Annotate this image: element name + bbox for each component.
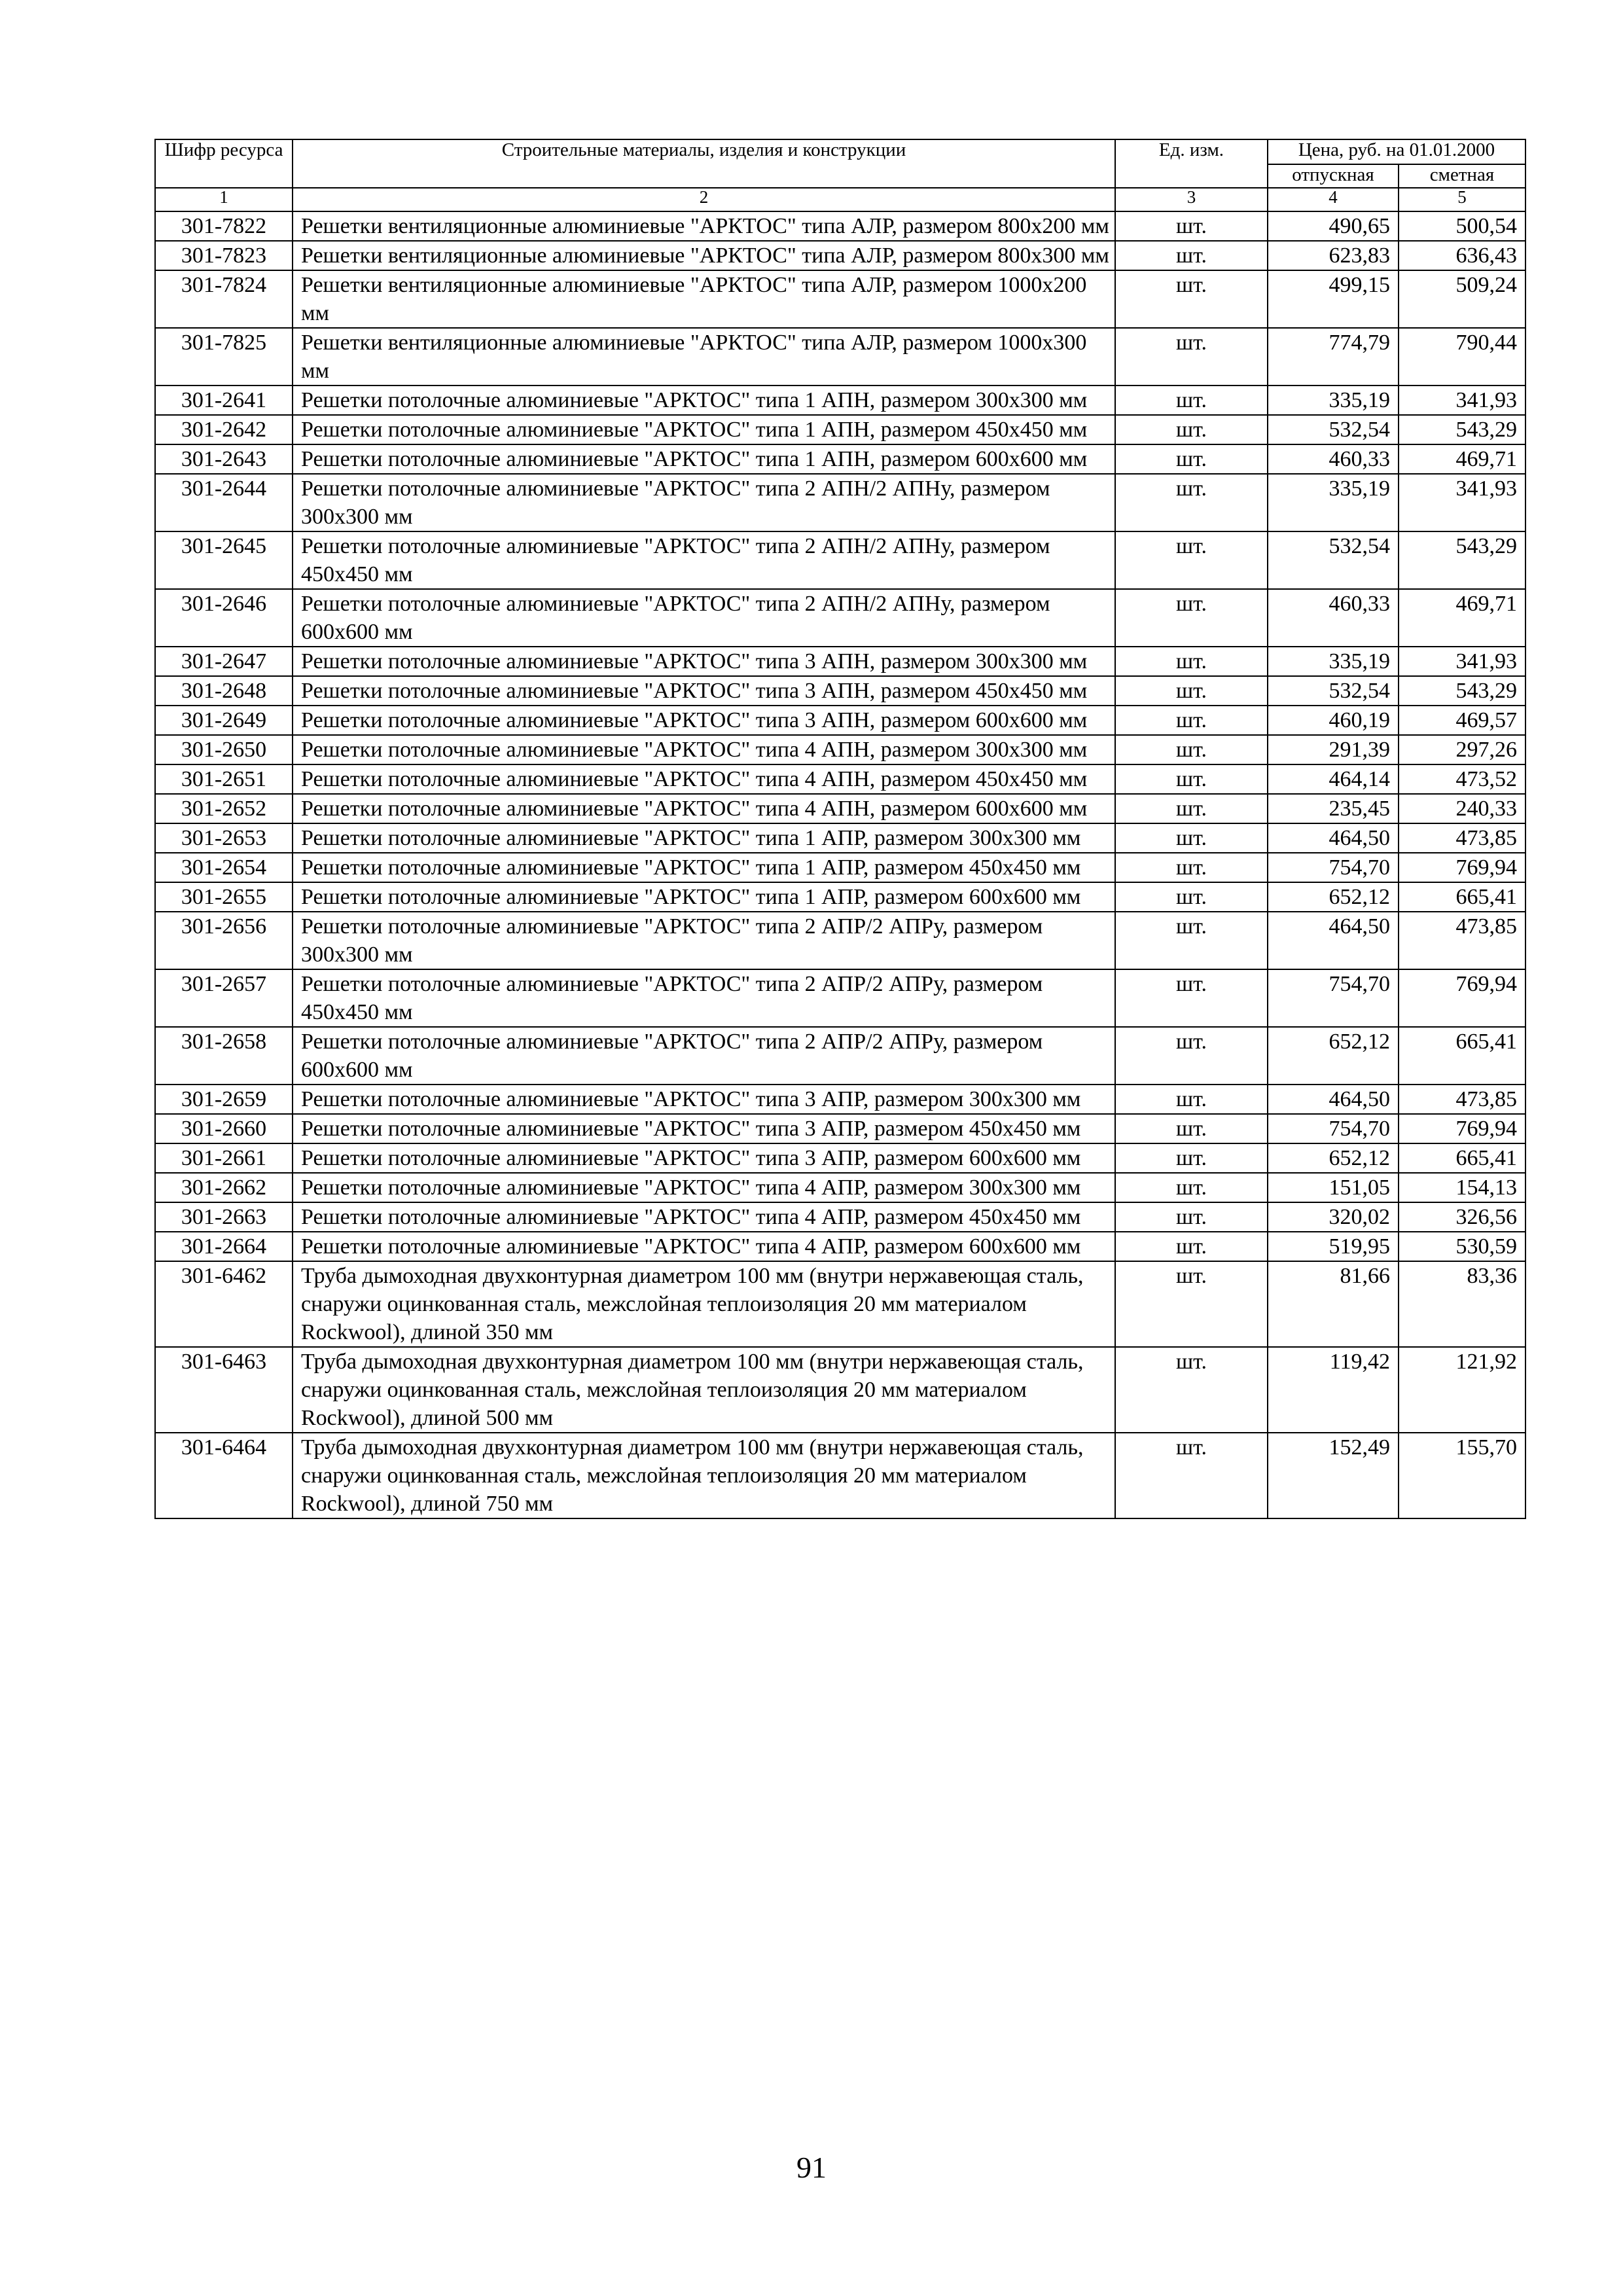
material-name: Решетки вентиляционные алюминиевые "АРКТОС" типа АЛР, размером 800х300 мм	[293, 241, 1115, 270]
estimate-price: 473,85	[1399, 823, 1525, 853]
material-name: Решетки потолочные алюминиевые "АРКТОС" типа 3 АПР, размером 300х300 мм	[293, 1085, 1115, 1114]
unit: шт.	[1115, 969, 1268, 1027]
column-number-row	[155, 188, 1525, 211]
material-name: Решетки потолочные алюминиевые "АРКТОС" типа 4 АПН, размером 600х600 мм	[293, 794, 1115, 823]
table-row	[155, 589, 1525, 647]
resource-code: 301-2650	[155, 735, 293, 764]
unit: шт.	[1115, 1027, 1268, 1085]
material-name: Решетки потолочные алюминиевые "АРКТОС" типа 3 АПН, размером 450х450 мм	[293, 676, 1115, 706]
release-price: 652,12	[1268, 1143, 1399, 1173]
release-price: 754,70	[1268, 1114, 1399, 1143]
resource-code: 301-2644	[155, 474, 293, 531]
material-name: Решетки вентиляционные алюминиевые "АРКТОС" типа АЛР, размером 1000х200 мм	[293, 270, 1115, 328]
estimate-price: 473,85	[1399, 1085, 1525, 1114]
estimate-price: 240,33	[1399, 794, 1525, 823]
material-name: Решетки потолочные алюминиевые "АРКТОС" типа 4 АПР, размером 300х300 мм	[293, 1173, 1115, 1202]
page-number: 91	[796, 2151, 827, 2184]
unit: шт.	[1115, 328, 1268, 386]
estimate-price: 500,54	[1399, 211, 1525, 241]
resource-code: 301-7822	[155, 211, 293, 241]
material-name: Решетки потолочные алюминиевые "АРКТОС" типа 1 АПН, размером 600х600 мм	[293, 444, 1115, 474]
unit: шт.	[1115, 1202, 1268, 1232]
estimate-price: 473,52	[1399, 764, 1525, 794]
material-name: Решетки потолочные алюминиевые "АРКТОС" типа 2 АПН/2 АПНу, размером 300х300 мм	[293, 474, 1115, 531]
release-price: 499,15	[1268, 270, 1399, 328]
release-price: 335,19	[1268, 386, 1399, 415]
estimate-price: 154,13	[1399, 1173, 1525, 1202]
release-price: 464,14	[1268, 764, 1399, 794]
resource-code: 301-2655	[155, 882, 293, 912]
unit: шт.	[1115, 444, 1268, 474]
release-price: 81,66	[1268, 1261, 1399, 1347]
resource-code: 301-2651	[155, 764, 293, 794]
resource-code: 301-2641	[155, 386, 293, 415]
release-price: 464,50	[1268, 912, 1399, 969]
unit: шт.	[1115, 474, 1268, 531]
unit: шт.	[1115, 1114, 1268, 1143]
estimate-price: 665,41	[1399, 1143, 1525, 1173]
unit: шт.	[1115, 241, 1268, 270]
header-unit: Ед. изм.	[1115, 139, 1268, 188]
header-price-release: отпускная	[1268, 164, 1399, 188]
table-row	[155, 823, 1525, 853]
release-price: 754,70	[1268, 853, 1399, 882]
material-name: Решетки потолочные алюминиевые "АРКТОС" типа 1 АПН, размером 450х450 мм	[293, 415, 1115, 444]
material-name: Решетки потолочные алюминиевые "АРКТОС" типа 4 АПР, размером 600х600 мм	[293, 1232, 1115, 1261]
resource-code: 301-2653	[155, 823, 293, 853]
release-price: 335,19	[1268, 647, 1399, 676]
resource-code: 301-6463	[155, 1347, 293, 1433]
estimate-price: 469,57	[1399, 706, 1525, 735]
release-price: 623,83	[1268, 241, 1399, 270]
unit: шт.	[1115, 676, 1268, 706]
material-name: Решетки потолочные алюминиевые "АРКТОС" типа 2 АПН/2 АПНу, размером 450х450 мм	[293, 531, 1115, 589]
estimate-price: 636,43	[1399, 241, 1525, 270]
resource-code: 301-2647	[155, 647, 293, 676]
table-row	[155, 882, 1525, 912]
material-name: Труба дымоходная двухконтурная диаметром 100 мм (внутри нержавеющая сталь, снаружи оцинкованная сталь, межслойная теплоизоляция 20 мм материалом Rockwool), длиной 350 мм	[293, 1261, 1115, 1347]
price-table	[154, 139, 1526, 1519]
resource-code: 301-2652	[155, 794, 293, 823]
release-price: 460,33	[1268, 444, 1399, 474]
unit: шт.	[1115, 211, 1268, 241]
resource-code: 301-7823	[155, 241, 293, 270]
table-row	[155, 328, 1525, 386]
resource-code: 301-7824	[155, 270, 293, 328]
table-row	[155, 1202, 1525, 1232]
estimate-price: 297,26	[1399, 735, 1525, 764]
unit: шт.	[1115, 735, 1268, 764]
resource-code: 301-2661	[155, 1143, 293, 1173]
material-name: Решетки потолочные алюминиевые "АРКТОС" типа 2 АПР/2 АПРу, размером 300х300 мм	[293, 912, 1115, 969]
unit: шт.	[1115, 1232, 1268, 1261]
release-price: 532,54	[1268, 531, 1399, 589]
table-row	[155, 912, 1525, 969]
unit: шт.	[1115, 794, 1268, 823]
table-row	[155, 1433, 1525, 1518]
resource-code: 301-2663	[155, 1202, 293, 1232]
unit: шт.	[1115, 1261, 1268, 1347]
column-number: 1	[155, 188, 293, 211]
material-name: Решетки вентиляционные алюминиевые "АРКТОС" типа АЛР, размером 800х200 мм	[293, 211, 1115, 241]
unit: шт.	[1115, 853, 1268, 882]
unit: шт.	[1115, 764, 1268, 794]
estimate-price: 83,36	[1399, 1261, 1525, 1347]
estimate-price: 469,71	[1399, 444, 1525, 474]
header-row	[155, 139, 1525, 164]
resource-code: 301-2649	[155, 706, 293, 735]
resource-code: 301-2659	[155, 1085, 293, 1114]
release-price: 119,42	[1268, 1347, 1399, 1433]
release-price: 460,33	[1268, 589, 1399, 647]
header-name: Строительные материалы, изделия и конструкции	[293, 139, 1115, 188]
unit: шт.	[1115, 912, 1268, 969]
resource-code: 301-2646	[155, 589, 293, 647]
table-row	[155, 474, 1525, 531]
estimate-price: 469,71	[1399, 589, 1525, 647]
estimate-price: 326,56	[1399, 1202, 1525, 1232]
release-price: 152,49	[1268, 1433, 1399, 1518]
material-name: Труба дымоходная двухконтурная диаметром 100 мм (внутри нержавеющая сталь, снаружи оцинкованная сталь, межслойная теплоизоляция 20 мм материалом Rockwool), длиной 500 мм	[293, 1347, 1115, 1433]
header-price: Цена, руб. на 01.01.2000	[1268, 139, 1525, 164]
material-name: Решетки потолочные алюминиевые "АРКТОС" типа 3 АПН, размером 300х300 мм	[293, 647, 1115, 676]
release-price: 652,12	[1268, 882, 1399, 912]
estimate-price: 665,41	[1399, 1027, 1525, 1085]
table-row	[155, 1143, 1525, 1173]
table-row	[155, 211, 1525, 241]
material-name: Решетки потолочные алюминиевые "АРКТОС" типа 1 АПР, размером 450х450 мм	[293, 853, 1115, 882]
estimate-price: 341,93	[1399, 647, 1525, 676]
estimate-price: 473,85	[1399, 912, 1525, 969]
table-row	[155, 1232, 1525, 1261]
unit: шт.	[1115, 1173, 1268, 1202]
release-price: 460,19	[1268, 706, 1399, 735]
table-row	[155, 764, 1525, 794]
estimate-price: 543,29	[1399, 676, 1525, 706]
resource-code: 301-6462	[155, 1261, 293, 1347]
table-row	[155, 853, 1525, 882]
table-row	[155, 1114, 1525, 1143]
estimate-price: 769,94	[1399, 969, 1525, 1027]
unit: шт.	[1115, 270, 1268, 328]
release-price: 652,12	[1268, 1027, 1399, 1085]
estimate-price: 155,70	[1399, 1433, 1525, 1518]
table-row	[155, 969, 1525, 1027]
estimate-price: 665,41	[1399, 882, 1525, 912]
material-name: Решетки потолочные алюминиевые "АРКТОС" типа 2 АПР/2 АПРу, размером 600х600 мм	[293, 1027, 1115, 1085]
material-name: Решетки вентиляционные алюминиевые "АРКТОС" типа АЛР, размером 1000х300 мм	[293, 328, 1115, 386]
estimate-price: 509,24	[1399, 270, 1525, 328]
column-number: 2	[293, 188, 1115, 211]
release-price: 490,65	[1268, 211, 1399, 241]
table-row	[155, 1173, 1525, 1202]
table-row	[155, 647, 1525, 676]
resource-code: 301-2656	[155, 912, 293, 969]
resource-code: 301-7825	[155, 328, 293, 386]
table-row	[155, 676, 1525, 706]
material-name: Решетки потолочные алюминиевые "АРКТОС" типа 2 АПН/2 АПНу, размером 600х600 мм	[293, 589, 1115, 647]
unit: шт.	[1115, 1085, 1268, 1114]
table-row	[155, 1027, 1525, 1085]
column-number: 3	[1115, 188, 1268, 211]
release-price: 235,45	[1268, 794, 1399, 823]
material-name: Решетки потолочные алюминиевые "АРКТОС" типа 1 АПН, размером 300х300 мм	[293, 386, 1115, 415]
unit: шт.	[1115, 386, 1268, 415]
unit: шт.	[1115, 1433, 1268, 1518]
resource-code: 301-2658	[155, 1027, 293, 1085]
unit: шт.	[1115, 1347, 1268, 1433]
header-code: Шифр ресурса	[155, 139, 293, 188]
material-name: Труба дымоходная двухконтурная диаметром 100 мм (внутри нержавеющая сталь, снаружи оцинкованная сталь, межслойная теплоизоляция 20 мм материалом Rockwool), длиной 750 мм	[293, 1433, 1115, 1518]
table-row	[155, 444, 1525, 474]
table-row	[155, 794, 1525, 823]
resource-code: 301-2645	[155, 531, 293, 589]
release-price: 464,50	[1268, 1085, 1399, 1114]
table-row	[155, 1261, 1525, 1347]
resource-code: 301-2642	[155, 415, 293, 444]
resource-code: 301-2660	[155, 1114, 293, 1143]
estimate-price: 769,94	[1399, 1114, 1525, 1143]
estimate-price: 543,29	[1399, 531, 1525, 589]
material-name: Решетки потолочные алюминиевые "АРКТОС" типа 3 АПР, размером 600х600 мм	[293, 1143, 1115, 1173]
estimate-price: 530,59	[1399, 1232, 1525, 1261]
estimate-price: 341,93	[1399, 386, 1525, 415]
table-row	[155, 1347, 1525, 1433]
table-row	[155, 386, 1525, 415]
table-body	[155, 139, 1525, 1518]
release-price: 774,79	[1268, 328, 1399, 386]
release-price: 532,54	[1268, 415, 1399, 444]
resource-code: 301-2648	[155, 676, 293, 706]
resource-code: 301-2643	[155, 444, 293, 474]
resource-code: 301-2662	[155, 1173, 293, 1202]
table-row	[155, 531, 1525, 589]
material-name: Решетки потолочные алюминиевые "АРКТОС" типа 1 АПР, размером 600х600 мм	[293, 882, 1115, 912]
table-row	[155, 270, 1525, 328]
release-price: 532,54	[1268, 676, 1399, 706]
unit: шт.	[1115, 823, 1268, 853]
release-price: 335,19	[1268, 474, 1399, 531]
material-name: Решетки потолочные алюминиевые "АРКТОС" типа 1 АПР, размером 300х300 мм	[293, 823, 1115, 853]
resource-code: 301-6464	[155, 1433, 293, 1518]
release-price: 151,05	[1268, 1173, 1399, 1202]
unit: шт.	[1115, 531, 1268, 589]
material-name: Решетки потолочные алюминиевые "АРКТОС" типа 3 АПН, размером 600х600 мм	[293, 706, 1115, 735]
column-number: 4	[1268, 188, 1399, 211]
unit: шт.	[1115, 415, 1268, 444]
resource-code: 301-2657	[155, 969, 293, 1027]
table-row	[155, 241, 1525, 270]
release-price: 464,50	[1268, 823, 1399, 853]
resource-code: 301-2664	[155, 1232, 293, 1261]
estimate-price: 543,29	[1399, 415, 1525, 444]
table-row	[155, 706, 1525, 735]
table-row	[155, 1085, 1525, 1114]
material-name: Решетки потолочные алюминиевые "АРКТОС" типа 4 АПН, размером 300х300 мм	[293, 735, 1115, 764]
unit: шт.	[1115, 1143, 1268, 1173]
estimate-price: 769,94	[1399, 853, 1525, 882]
release-price: 291,39	[1268, 735, 1399, 764]
material-name: Решетки потолочные алюминиевые "АРКТОС" типа 4 АПР, размером 450х450 мм	[293, 1202, 1115, 1232]
table-row	[155, 415, 1525, 444]
estimate-price: 341,93	[1399, 474, 1525, 531]
unit: шт.	[1115, 647, 1268, 676]
material-name: Решетки потолочные алюминиевые "АРКТОС" типа 3 АПР, размером 450х450 мм	[293, 1114, 1115, 1143]
unit: шт.	[1115, 706, 1268, 735]
material-name: Решетки потолочные алюминиевые "АРКТОС" типа 2 АПР/2 АПРу, размером 450х450 мм	[293, 969, 1115, 1027]
column-number: 5	[1399, 188, 1525, 211]
estimate-price: 121,92	[1399, 1347, 1525, 1433]
resource-code: 301-2654	[155, 853, 293, 882]
table-row	[155, 735, 1525, 764]
header-price-estimate: сметная	[1399, 164, 1525, 188]
release-price: 320,02	[1268, 1202, 1399, 1232]
unit: шт.	[1115, 589, 1268, 647]
material-name: Решетки потолочные алюминиевые "АРКТОС" типа 4 АПН, размером 450х450 мм	[293, 764, 1115, 794]
unit: шт.	[1115, 882, 1268, 912]
release-price: 519,95	[1268, 1232, 1399, 1261]
release-price: 754,70	[1268, 969, 1399, 1027]
estimate-price: 790,44	[1399, 328, 1525, 386]
